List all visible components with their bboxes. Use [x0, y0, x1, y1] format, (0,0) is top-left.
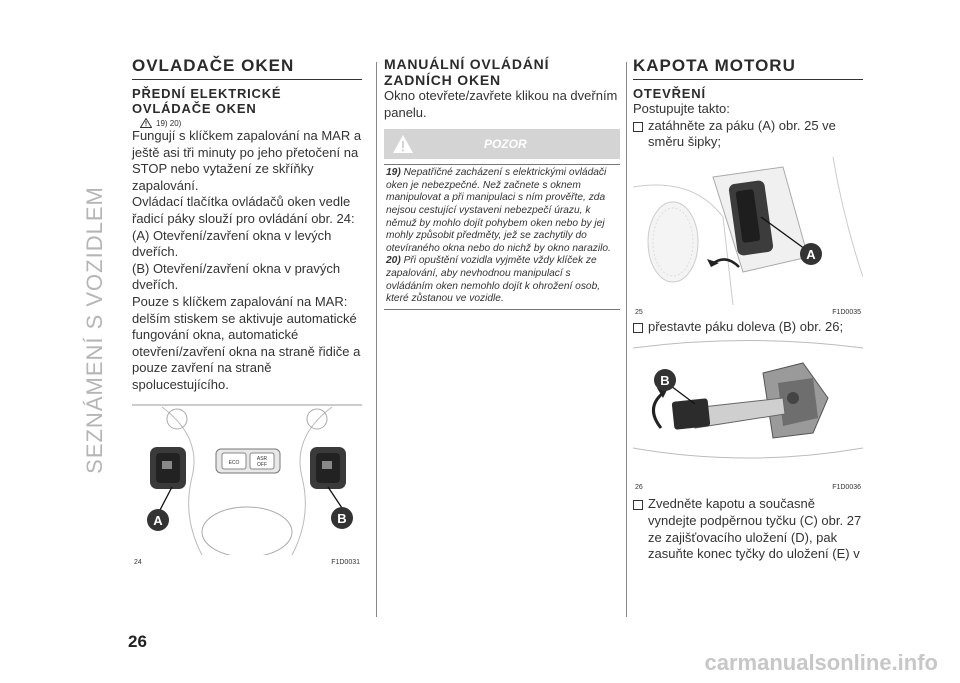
figure-26 [633, 338, 863, 492]
step-text: Zvedněte kapotu a současně vyndejte podpěrnou tyčku (C) obr. 27 ze zajišťovacího uložení (D), pak zasuňte konec tyčky do uložení (E) v [648, 496, 862, 562]
figure-24 [132, 397, 362, 566]
checkbox-bullet-icon [633, 323, 643, 333]
column-bonnet [633, 56, 863, 563]
paragraph: Postupujte takto: [633, 101, 730, 116]
step-item [633, 118, 863, 151]
callout-a: A [153, 512, 163, 528]
paragraph: (B) Otevření/zavření okna v pravých dveřích. [132, 260, 341, 293]
warning-item [386, 167, 618, 255]
column-divider [376, 62, 377, 617]
column-divider [626, 62, 627, 617]
subsection-title: PŘEDNÍ ELEKTRICKÉ OVLÁDAČE OKEN [132, 86, 282, 116]
warning-number: 20) [386, 255, 401, 267]
warning-title: POZOR [484, 137, 527, 152]
warning-header [384, 129, 620, 159]
callout-b: B [337, 510, 347, 526]
chapter-side-title: SEZNÁMENÍ S VOZIDLEM [82, 186, 107, 474]
asr-button-label: ASR [256, 455, 268, 462]
subsection-title: OTEVŘENÍ [633, 86, 706, 101]
figure-code: F1D0036 [832, 484, 861, 492]
figure-code: F1D0035 [832, 308, 861, 316]
paragraph: (A) Otevření/zavření okna v levých dveřích. [132, 227, 332, 260]
watermark: carmanualsonline.info [704, 650, 938, 675]
figure-number: 25 [635, 308, 643, 316]
title-rule [633, 79, 863, 80]
warning-box [384, 129, 620, 310]
checkbox-bullet-icon [633, 500, 643, 510]
asr-off-label: OFF [257, 461, 267, 468]
warning-number: 19) [386, 167, 401, 179]
warning-body [384, 164, 620, 310]
figure-number: 24 [134, 558, 142, 566]
paragraph: Ovládací tlačítka ovládačů oken vedle řadicí páky slouží pro ovládání obr. 24: [132, 194, 355, 226]
page-number: 26 [128, 632, 147, 651]
bonnet-lever-illustration [633, 157, 863, 305]
step-text: přestavte páku doleva (B) obr. 26; [648, 318, 844, 334]
bonnet-latch-illustration [633, 338, 863, 480]
paragraph: Okno otevřete/zavřete klikou na dveřním panelu. [384, 88, 618, 120]
step-item [633, 319, 863, 336]
callout-a: A [806, 246, 816, 262]
checkbox-bullet-icon [633, 122, 643, 132]
window-switch-illustration [132, 397, 362, 555]
warning-triangle-icon [392, 134, 414, 154]
warning-refs [140, 118, 362, 128]
title-rule [132, 79, 362, 80]
callout-b: B [660, 373, 670, 389]
step-text: zatáhněte za páku (A) obr. 25 ve směru šipky; [648, 117, 836, 150]
figure-code: F1D0031 [331, 558, 360, 566]
column-window-controls [132, 56, 362, 566]
paragraph: Pouze s klíčkem zapalování na MAR: delším stiskem se aktivuje automatické fungování okna, automatické otevření/zavření okna na straně řidiče a pouze zavření na straně spolucestujícího. [132, 293, 361, 392]
eco-button-label: ECO [228, 459, 240, 466]
figure-number: 26 [635, 484, 643, 492]
step-item [633, 496, 863, 562]
paragraph: Fungují s klíčkem zapalování na MAR a ještě asi tři minuty po jeho přetočení na STOP nebo vytažení ze skříňky zapalování. [132, 128, 362, 193]
warning-item [386, 255, 618, 305]
section-title: MANUÁLNÍ OVLÁDÁNÍ ZADNÍCH OKEN [384, 56, 550, 88]
warning-text: Nepatřičné zacházení s elektrickými ovládači oken je nebezpečné. Než začnete s oknem manipulovat a při manipulaci s ním prověřte, zda nejsou cestující vystaveni nebezpečí úrazu, k němuž by mohlo dojít pohybem oken nebo by jej mohly způsobit předměty, jež se zachytily do otevíraného okna nebo do nichž by okno narazilo. [386, 167, 611, 254]
section-title: KAPOTA MOTORU [633, 56, 796, 75]
column-rear-windows [384, 56, 620, 310]
section-title: OVLADAČE OKEN [132, 56, 295, 75]
refs-text: 19) 20) [156, 118, 182, 128]
figure-25 [633, 157, 863, 316]
warning-text: Při opuštění vozidla vyjměte vždy klíček ze zapalování, aby nevhodnou manipulací s ovládáním oken nemohlo dojít k ohrožení osob, které zůstanou ve vozidle. [386, 255, 601, 305]
warning-icon [140, 118, 152, 128]
